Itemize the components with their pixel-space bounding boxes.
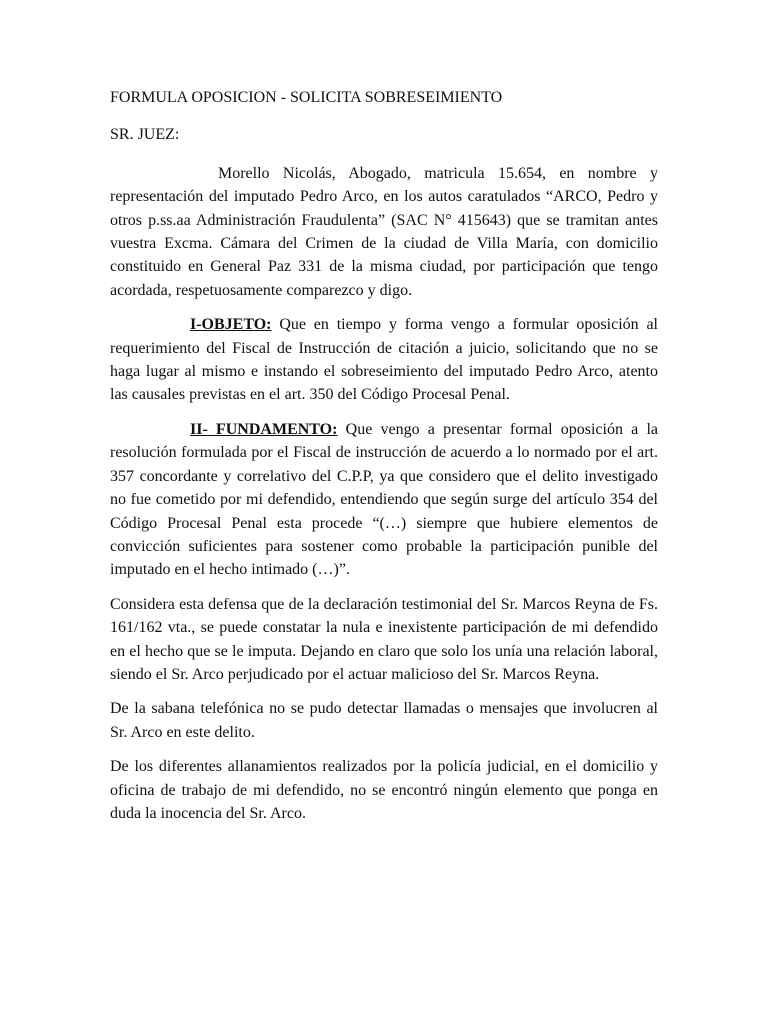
section-fundamento-heading: II- FUNDAMENTO: — [190, 420, 338, 438]
section-fundamento — [110, 418, 658, 582]
body-paragraph: De la sabana telefónica no se pudo detectar llamadas o mensajes que involucren al Sr. Arco en este delito. — [110, 700, 658, 741]
section-objeto-text: Que en tiempo y forma vengo a formular oposición al requerimiento del Fiscal de Instrucción de citación a juicio, solicitando que no se haga lugar al mismo e instando el sobreseimiento del imputado Pedro Arco, atento las causales previstas en el art. 350 del Código Procesal Penal. — [110, 316, 658, 404]
section-objeto-heading: I-OBJETO: — [190, 316, 272, 334]
body-paragraph: Considera esta defensa que de la declaración testimonial del Sr. Marcos Reyna de Fs. 161/162 vta., se puede constatar la nula e inexistente participación de mi defendido en el hecho que se le imputa. Dejando en claro que solo los unía una relación laboral, siendo el Sr. Arco perjudicado por el actuar malicioso del Sr. Marcos Reyna. — [110, 595, 658, 683]
intro-paragraph: Morello Nicolás, Abogado, matricula 15.654, en nombre y representación del imputado Pedro Arco, en los autos caratulados “ARCO, Pedro y otros p.ss.aa Administración Fraudulenta” (SAC N° 415643) que se tramitan antes vuestra Excma. Cámara del Crimen de la ciudad de Villa María, con domicilio constituido en General Paz 331 de la misma ciudad, por participación que tengo acordada, respetuosamente comparezco y digo. — [110, 164, 658, 299]
greeting: SR. JUEZ: — [110, 126, 180, 144]
body-paragraph: De los diferentes allanamientos realizados por la policía judicial, en el domicilio y oficina de trabajo de mi defendido, no se encontró ningún elemento que ponga en duda la inocencia del Sr. Arco. — [110, 758, 658, 822]
section-objeto — [110, 313, 658, 407]
document-title: FORMULA OPOSICION - SOLICITA SOBRESEIMIENTO — [110, 89, 503, 106]
section-fundamento-text: Que vengo a presentar formal oposición a la resolución formulada por el Fiscal de instrucción de acuerdo a lo normado por el art. 357 concordante y correlativo del C.P.P, ya que considero que el delito investigado no fue cometido por mi defendido, entendiendo que según surge del artículo 354 del Código Procesal Penal esta procede “(…) siempre que hubiere elementos de convicción suficientes para sostener como probable la participación punible del imputado en el hecho intimado (…)”. — [110, 420, 658, 579]
document-page — [110, 86, 658, 836]
